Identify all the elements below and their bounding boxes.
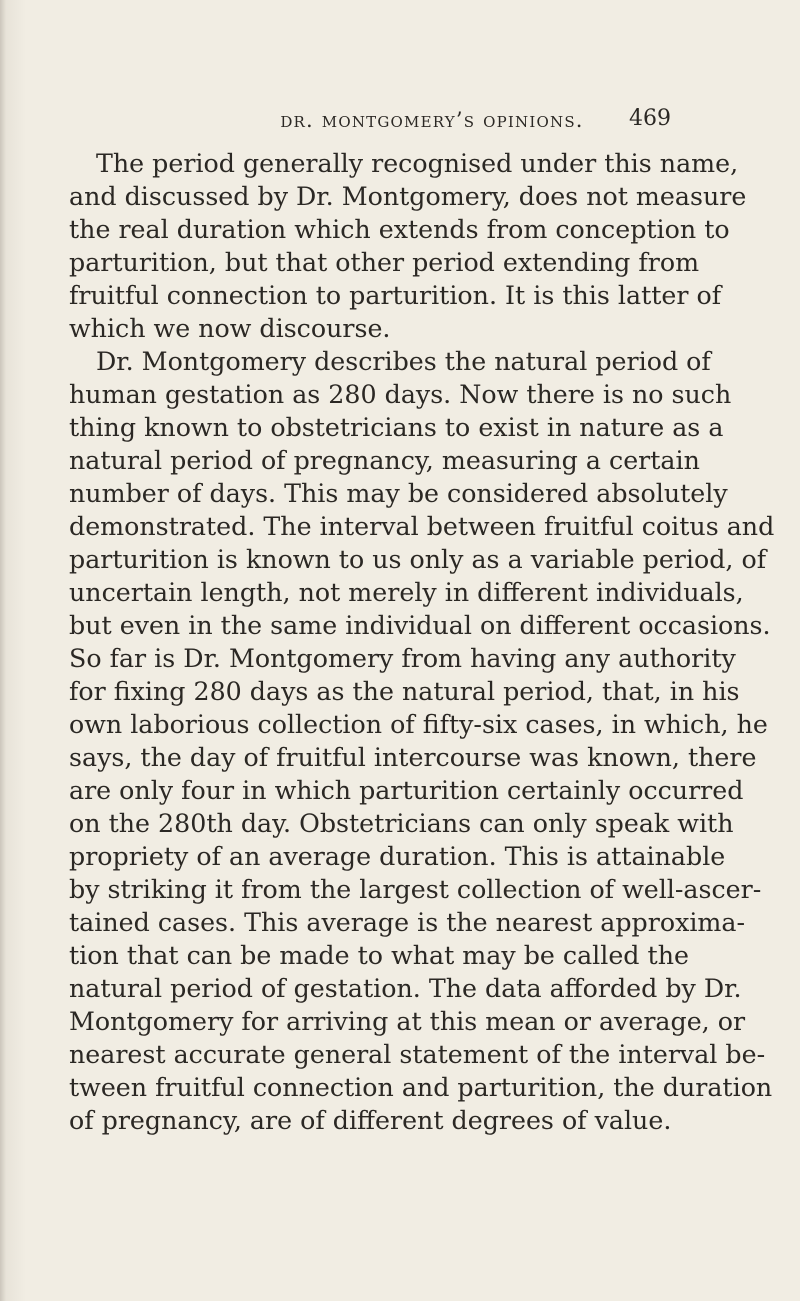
text-line: human gestation as 280 days. Now there is no such <box>69 380 732 409</box>
text-line: are only four in which parturition certainly occurred <box>69 776 744 805</box>
running-header <box>0 108 800 138</box>
page-gutter-shadow <box>0 0 6 1301</box>
text-line: but even in the same individual on different occasions. <box>69 611 771 640</box>
text-line: propriety of an average duration. This is attainable <box>69 842 726 871</box>
text-line: uncertain length, not merely in different individuals, <box>69 578 744 607</box>
text-line: tion that can be made to what may be called the <box>69 941 689 970</box>
text-line: parturition is known to us only as a variable period, of <box>69 545 767 574</box>
text-line: which we now discourse. <box>69 314 391 343</box>
text-line: number of days. This may be considered absolutely <box>69 479 728 508</box>
text-line: the real duration which extends from conception to <box>69 215 730 244</box>
text-line: by striking it from the largest collection of well-ascer- <box>69 875 762 904</box>
text-line: own laborious collection of fifty-six cases, in which, he <box>69 710 768 739</box>
text-line: for fixing 280 days as the natural period, that, in his <box>69 677 740 706</box>
text-line: natural period of pregnancy, measuring a certain <box>69 446 700 475</box>
text-line: parturition, but that other period extending from <box>69 248 700 277</box>
text-line: nearest accurate general statement of the interval be- <box>69 1040 766 1069</box>
text-line: says, the day of fruitful intercourse was known, there <box>69 743 757 772</box>
text-line: Montgomery for arriving at this mean or average, or <box>69 1007 746 1036</box>
running-title: dr. montgomery’s opinions. <box>280 108 584 132</box>
text-line: on the 280th day. Obstetricians can only speak with <box>69 809 734 838</box>
text-line: Dr. Montgomery describes the natural period of <box>96 347 711 376</box>
text-line: and discussed by Dr. Montgomery, does not measure <box>69 182 747 211</box>
text-line: So far is Dr. Montgomery from having any authority <box>69 644 736 673</box>
text-line: of pregnancy, are of different degrees of value. <box>69 1106 672 1135</box>
text-line: natural period of gestation. The data afforded by Dr. <box>69 974 742 1003</box>
text-line: thing known to obstetricians to exist in nature as a <box>69 413 724 442</box>
text-line: tween fruitful connection and parturition, the duration <box>69 1073 773 1102</box>
text-line: demonstrated. The interval between fruitful coitus and <box>69 512 775 541</box>
page-number: 469 <box>629 106 671 131</box>
text-line: tained cases. This average is the nearest approxima- <box>69 908 746 937</box>
text-line: The period generally recognised under this name, <box>96 149 739 178</box>
text-line: fruitful connection to parturition. It is this latter of <box>69 281 722 310</box>
